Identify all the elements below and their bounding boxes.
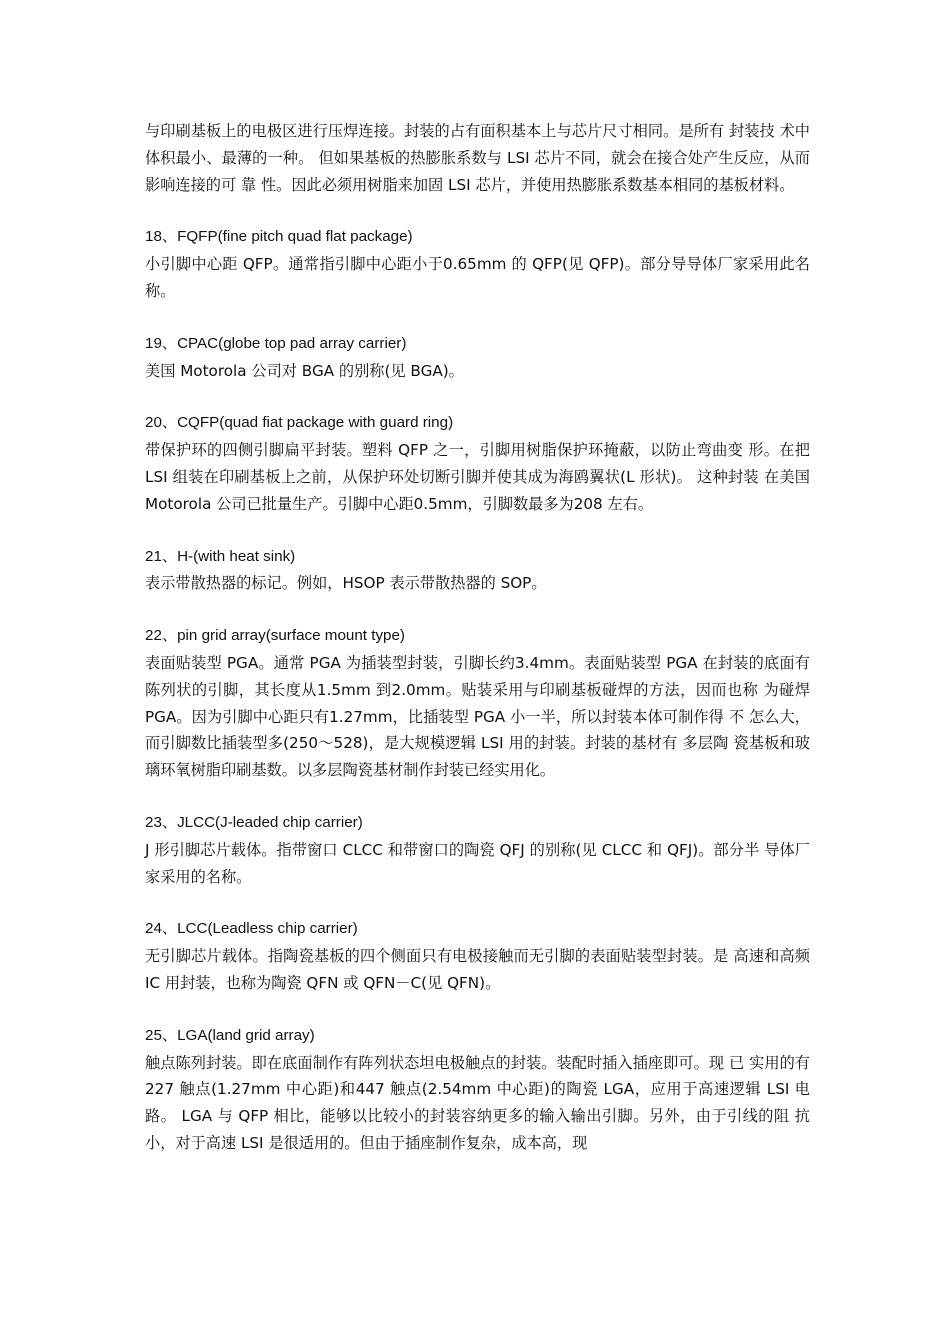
section-cqfp	[145, 410, 810, 517]
section-body: 小引脚中心距 QFP。通常指引脚中心距小于0.65mm 的 QFP(见 QFP)。部分导导体厂家采用此名称。	[145, 255, 810, 300]
section-body: 无引脚芯片载体。指陶瓷基板的四个侧面只有电极接触而无引脚的表面贴装型封装。是 高速和高频 IC 用封装，也称为陶瓷 QFN 或 QFN－C(见 QFN)。	[145, 947, 810, 992]
section-heading: 19、CPAC(globe top pad array carrier)	[145, 334, 407, 352]
section-lcc	[145, 916, 810, 996]
section-cpac	[145, 331, 810, 385]
section-fqfp	[145, 224, 810, 304]
section-heading: 18、FQFP(fine pitch quad flat package)	[145, 228, 413, 246]
section-heading: 23、JLCC(J-leaded chip carrier)	[145, 813, 363, 831]
section-body: 美国 Motorola 公司对 BGA 的别称(见 BGA)。	[145, 361, 464, 380]
section-heat-sink	[145, 544, 810, 598]
section-heading: 21、H-(with heat sink)	[145, 547, 296, 565]
section-lga	[145, 1023, 810, 1157]
intro-paragraph: 与印刷基板上的电极区进行压焊连接。封装的占有面积基本上与芯片尺寸相同。是所有 封装技 术中体积最小、最薄的一种。 但如果基板的热膨胀系数与 LSI 芯片不同，就会在接合处产生反应，从而影响连接的可 靠 性。因此必须用树脂来加固 LSI 芯片，并使用热膨胀系数基本相同的基板材料。	[145, 122, 810, 194]
section-body: 触点陈列封装。即在底面制作有阵列状态坦电极触点的封装。装配时插入插座即可。现 已 实用的有227 触点(1.27mm 中心距)和447 触点(2.54mm 中心距)的陶瓷 LGA，应用于高速逻辑 LSI 电路。 LGA 与 QFP 相比，能够以比较小的封装容纳更多的输入输出引脚。另外，由于引线的阻 抗 小，对于高速 LSI 是很适用的。但由于插座制作复杂，成本高，现	[145, 1053, 810, 1152]
section-body: 表面贴装型 PGA。通常 PGA 为插装型封装，引脚长约3.4mm。表面贴装型 PGA 在封装的底面有陈列状的引脚，其长度从1.5mm 到2.0mm。贴装采用与印刷基板碰焊的方法，因而也称 为碰焊 PGA。因为引脚中心距只有1.27mm，比插装型 PGA 小一半，所以封装本体可制作得 不 怎么大，而引脚数比插装型多(250～528)，是大规模逻辑 LSI 用的封装。封装的基材有 多层陶 瓷基板和玻璃环氧树脂印刷基数。以多层陶瓷基材制作封装已经实用化。	[145, 653, 810, 780]
section-heading: 20、CQFP(quad fiat package with guard ring)	[145, 414, 454, 432]
document-page	[145, 118, 810, 1157]
section-body: 带保护环的四侧引脚扁平封装。塑料 QFP 之一，引脚用树脂保护环掩蔽，以防止弯曲变 形。在把 LSI 组装在印刷基板上之前，从保护环处切断引脚并使其成为海鸥翼状(L 形状)。 这种封装 在美国 Motorola 公司已批量生产。引脚中心距0.5mm，引脚数最多为208 左右。	[145, 441, 810, 513]
section-pin-grid-array	[145, 623, 810, 784]
section-heading: 25、LGA(land grid array)	[145, 1026, 315, 1044]
section-heading: 24、LCC(Leadless chip carrier)	[145, 920, 358, 938]
section-body: J 形引脚芯片载体。指带窗口 CLCC 和带窗口的陶瓷 QFJ 的别称(见 CLCC 和 QFJ)。部分半 导体厂家采用的名称。	[145, 840, 810, 886]
section-jlcc	[145, 810, 810, 890]
section-body: 表示带散热器的标记。例如，HSOP 表示带散热器的 SOP。	[145, 574, 547, 593]
section-heading: 22、pin grid array(surface mount type)	[145, 627, 405, 645]
